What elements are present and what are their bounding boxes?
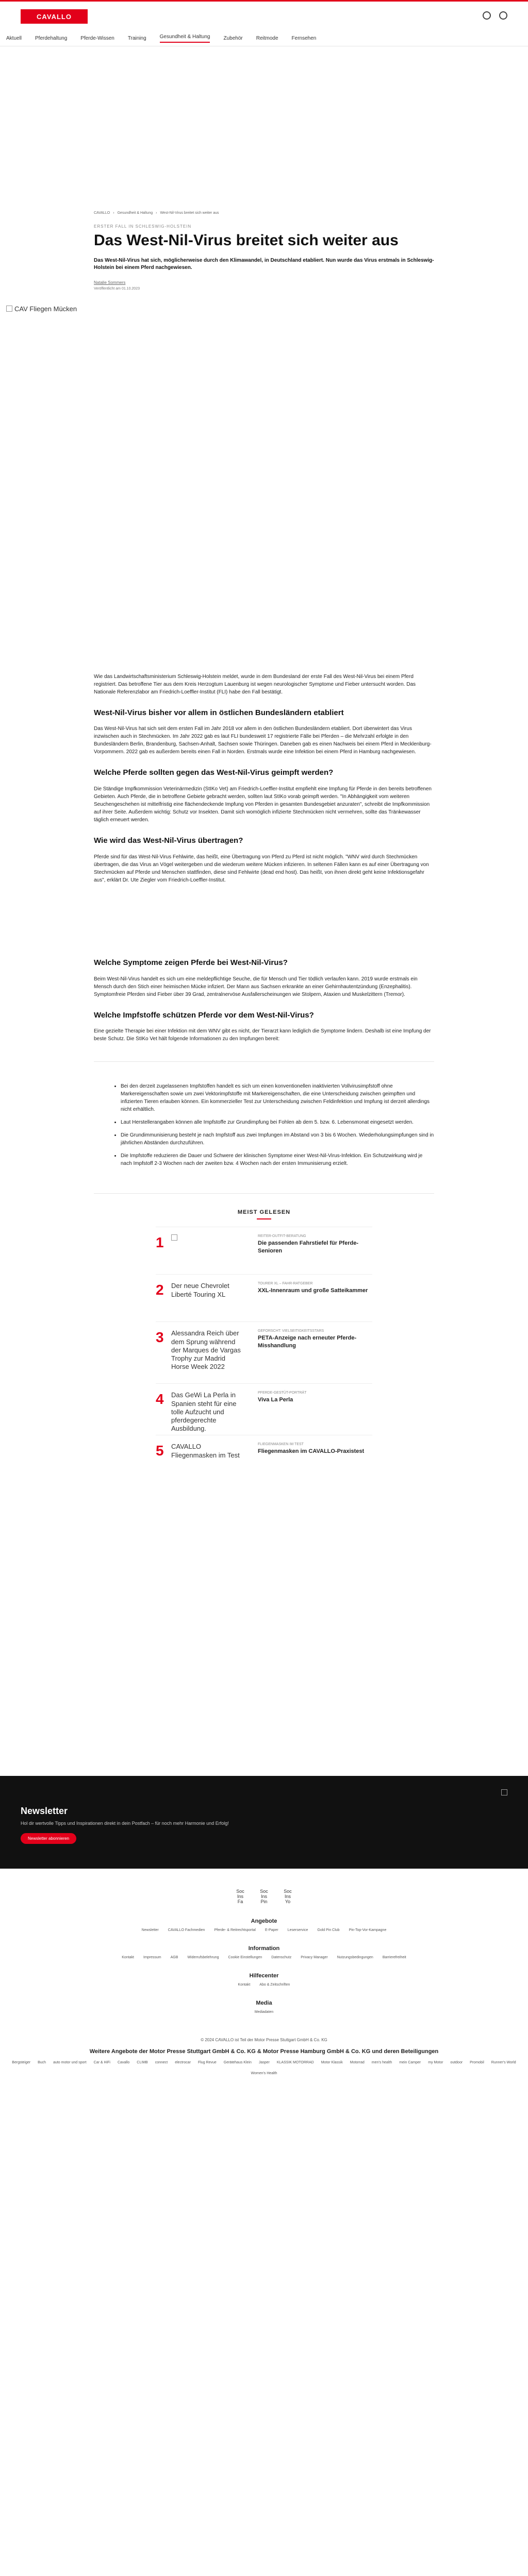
teaser-kicker: TOURER XL – FAHR-RATGEBER	[258, 1282, 313, 1286]
footer-link[interactable]: Kontakt	[238, 1982, 251, 1987]
footer-link[interactable]: Widerrufsbelehrung	[187, 1955, 219, 1959]
most-read-item[interactable]	[156, 1274, 372, 1321]
teaser-kicker: GEFORSCHT: VIELSEITIGKEITSSTARS	[258, 1329, 324, 1333]
rank-number: 4	[156, 1391, 164, 1408]
footer-link[interactable]: Leserservice	[287, 1928, 308, 1932]
paragraph: Das West-Nil-Virus hat sich seit dem ersten Fall im Jahr 2018 vor allem in den östlichen Bundesländern etabliert. Dort überwintert das Virus inzwischen auch in Stechmücken. Im Jahr 2022 gab es laut FLI bundesweit 17 registrierte Fälle bei Pferden – die Mehrzahl erfolgte in den Bundesländern Berlin, Brandenburg, Sachsen-Anhalt, Sachsen sowie Thüringen. Daneben gab es einen Nachweis bei einem Pferd in Mecklenburg-Vorpommern. 2022 gab es außerdem bereits einen Fall in Norden. Erstmals wurde eine Infektion bei einem Pferd in Hamburg nachgewiesen.	[94, 726, 432, 755]
footer-media	[0, 2000, 528, 2014]
section-heading: West-Nil-Virus bisher vor allem in östlichen Bundesländern etabliert	[94, 708, 344, 717]
paragraph: Pferde sind für das West-Nil-Virus Fehlwirte, das heißt, eine Übertragung von Pferd zu Pferd ist nicht möglich. "WNV wird durch Stechmücken übertragen, die das Virus an Vögel weitergeben und die wiederum weitere Mücken infizieren. In seltenen Fällen kann es auf einer Übertragung von Stechmücken auf Pferde und Menschen stattfinden, diese sind Fehlwirte (dead end host). Das heißt, von ihnen direkt geht keine Infektionsgefahr aus", erklärt Dr. Ute Ziegler vom Friedrich-Loeffler-Institut.	[94, 854, 429, 883]
footer-link[interactable]: Impressum	[143, 1955, 161, 1959]
top-bar	[0, 0, 528, 31]
list-item: • Bei den derzeit zugelassenen Impfstoffen handelt es sich um einen konventionellen inaktivierten Vollvirusimpfstoff ohne Markereigenschaften sowie um zwei Vektorimpfstoffe mit Markereigenschaften, die eine Unterscheidung zwischen geimpften und infizierten Tieren erlauben können. Ein kommerzieller Test zur Unterscheidung zwischen Feldinfektion und Impfung ist derzeit allerdings nicht erhältlich.	[121, 1082, 434, 1113]
nav-item[interactable]: Zubehör	[223, 36, 243, 41]
teaser-image-alt: Alessandra Reich über dem Sprung während der Marques de Vargas Trophy zur Madrid Horse Week 2022	[171, 1329, 241, 1371]
teaser-image-alt: Der neue Chevrolet Liberté Touring XL	[171, 1282, 229, 1298]
teaser-kicker: FLIEGENMASKEN IM TEST	[258, 1443, 304, 1447]
footer-link[interactable]: AGB	[170, 1955, 178, 1959]
section-heading: Welche Pferde sollten gegen das West-Nil-Virus geimpft werden?	[94, 768, 334, 777]
publisher-link[interactable]: Bergsteiger	[12, 2060, 31, 2064]
most-read-title: MEIST GELESEN	[237, 1209, 291, 1216]
footer-heading: Hilfecenter	[249, 1972, 279, 1979]
footer-link[interactable]: Datenschutz	[271, 1955, 292, 1959]
list-item: • Die Impfstoffe reduzieren die Dauer und Schwere der klinischen Symptome einer West-Nil-Virus-Infektion. Ein Schutzwirkung wird je nach Impfstoff 2-3 Wochen nach der zweiten bzw. 4 Wochen nach der ersten Immunisierung erzielt.	[121, 1152, 434, 1167]
nav-item[interactable]: Pferdehaltung	[35, 36, 68, 41]
most-read	[156, 1194, 372, 1482]
site-logo[interactable]: CAVALLO	[21, 9, 88, 24]
publisher-link[interactable]: my Motor	[428, 2060, 443, 2064]
rank-number: 5	[156, 1443, 164, 1459]
publisher-link[interactable]: auto motor und sport	[53, 2060, 87, 2064]
footer-link[interactable]: Privacy Manager	[301, 1955, 328, 1959]
inline-image-placeholder	[0, 884, 528, 946]
list-item: • Die Grundimmunisierung besteht je nach Impfstoff aus zwei Impfungen im Abstand von 3 bis 6 Wochen. Wiederholungsimpfungen sind in jährlichen Abständen durchzuführen.	[121, 1131, 434, 1147]
nav-item-active[interactable]: Gesundheit & Haltung	[160, 34, 210, 43]
publisher-heading: Weitere Angebote der Motor Presse Stuttgart GmbH & Co. KG & Motor Presse Hamburg GmbH & Co. KG und deren Beteiligungen	[89, 2048, 439, 2055]
publisher-link[interactable]: Motor Klassik	[321, 2060, 343, 2064]
footer-link[interactable]: Pin-Top-Vor-Kampagne	[349, 1928, 387, 1932]
publisher-link[interactable]: Jasper	[258, 2060, 270, 2064]
newsletter-subscribe-button[interactable]: Newsletter abonnieren	[21, 1833, 76, 1844]
footer-link[interactable]: CAVALLO Fachmedien	[168, 1928, 205, 1932]
publisher-link[interactable]: Flug Revue	[197, 2060, 217, 2064]
publisher-link[interactable]: Car & HiFi	[93, 2060, 110, 2064]
most-read-item[interactable]	[156, 1227, 372, 1274]
publisher-link[interactable]: Motorrad	[350, 2060, 365, 2064]
article-kicker: ERSTER FALL IN SCHLESWIG-HOLSTEIN	[94, 224, 192, 229]
publisher-link[interactable]: men's health	[371, 2060, 392, 2064]
paragraph: Beim West-Nil-Virus handelt es sich um eine meldepflichtige Seuche, die für Mensch und Tier tödlich verlaufen kann. 2019 wurde erstmals ein Mensch durch den Stich einer heimischen Mücke infiziert. Der Mann aus Sachsen erkrankte an einer Gehirnhautentzündung (Enzephalitis). Symptomfreie Pferden sind Fieber über 39 Grad, zentralnervöse Ausfallerscheinungen wie Stolpern, Ataxien und Muskelzittern (Tremor).	[94, 976, 418, 997]
newsletter-title: Newsletter	[21, 1806, 68, 1817]
teaser-kicker: PFERDE-GESTÜT-PORTRÄT	[258, 1391, 307, 1395]
teaser-image-alt: CAVALLO Fliegenmasken im Test	[171, 1443, 240, 1459]
publisher-link[interactable]: Cavallo	[117, 2060, 130, 2064]
article	[14, 211, 434, 1194]
vaccine-info-list	[94, 1061, 434, 1194]
teaser-image-alt: Das GeWi La Perla in Spanien steht für eine tolle Aufzucht und pferdegerechte Ausbildung.	[171, 1391, 237, 1433]
footer-link[interactable]: Abo & Zeitschriften	[259, 1982, 290, 1987]
publisher-link[interactable]: outdoor	[450, 2060, 463, 2064]
author-link[interactable]: Natalie Sommers	[94, 280, 126, 285]
search-icon[interactable]	[483, 11, 491, 20]
teaser-title[interactable]: Viva La Perla	[258, 1397, 293, 1403]
article-headline: Das West-Nil-Virus breitet sich weiter aus	[94, 232, 399, 249]
breadcrumb: CAVALLO › Gesundheit & Haltung › West-Nil-Virus breitet sich weiter aus	[94, 211, 219, 215]
footer-information	[0, 1945, 528, 1959]
footer-hilfecenter	[0, 1973, 528, 1987]
publisher-link[interactable]: Buch	[38, 2060, 46, 2064]
footer-link[interactable]: Kontakt	[122, 1955, 135, 1959]
paragraph: Eine gezielte Therapie bei einer Infektion mit dem WNV gibt es nicht, der Tierarzt kann lediglich die Symptome lindern. Deshalb ist eine Impfung der beste Schutz. Die StIKo Vet hält folgende Informationen zu den Impfungen bereit:	[94, 1028, 431, 1042]
rank-number: 1	[156, 1234, 164, 1251]
most-read-item[interactable]	[156, 1383, 372, 1435]
teaser-title[interactable]: Die passenden Fahrstiefel für Pferde-Senioren	[258, 1240, 358, 1254]
most-read-item[interactable]	[156, 1321, 372, 1383]
footer-link[interactable]: Pferde- & Reitrechtsportal	[214, 1928, 256, 1932]
paragraph: Wie das Landwirtschaftsministerium Schleswig-Holstein meldet, wurde in dem Bundesland der erste Fall des West-Nil-Virus bei einem Pferd registriert. Das betroffene Tier aus dem Kreis Herzogtum Lauenburg ist wegen neurologischer Symptome und Fieber untersucht worden. Das Nationale Referenzlabor am Friedrich-Loeffler-Institut (FLI) habe den Fall bestätigt.	[94, 673, 416, 695]
footer-link[interactable]: Barrierefreiheit	[382, 1955, 406, 1959]
publisher-link[interactable]: Promobil	[470, 2060, 484, 2064]
nav-item[interactable]: Reitmode	[256, 36, 278, 41]
pinterest-icon[interactable]: Soc Ins Pin	[260, 1889, 268, 1905]
section-heading: Wie wird das West-Nil-Virus übertragen?	[94, 836, 243, 845]
publish-date: Veröffentlicht am 01.10.2023	[94, 286, 140, 291]
nav-item[interactable]: Fernsehen	[291, 36, 317, 41]
youtube-icon[interactable]: Soc Ins Yo	[284, 1889, 292, 1905]
paragraph: Die Ständige Impfkommission Veterinärmedizin (StIKo Vet) am Friedrich-Loeffler-Institut empfiehlt eine Impfung für Pferde in den bereits betroffenen Gebieten. Auch Pferde, die in betroffene Gebiete gebracht werden, sollten laut StIKo vorab geimpft werden. "In Abhängigkeit vom weiteren Seuchengeschehen ist mittelfristig eine flächendeckende Impfung von Pferden in gesamten Bundesgebiet anzuraten", schreibt die Impfkommission auf ihrer Seite. Außerdem wichtig: Schutz vor Insekten. Damit sich womöglich infizierte Stechmücken nicht vermehren, sollte das Tränkewasser täglich erneuert werden.	[94, 786, 432, 823]
newsletter-text: Hol dir wertvolle Tipps und Inspirationen direkt in dein Postfach – für noch mehr Harmonie und Erfolg!	[21, 1821, 229, 1826]
footer-link[interactable]: Gold Pin Club	[317, 1928, 340, 1932]
footer-link[interactable]: Cookie Einstellungen	[228, 1955, 262, 1959]
rank-number: 2	[156, 1282, 164, 1298]
footer-heading: Media	[256, 1999, 272, 2006]
article-lead: Das West-Nil-Virus hat sich, möglicherweise durch den Klimawandel, in Deutschland etabliert. Nun wurde das Virus erstmals in Schleswig-Holstein bei einem Pferd nachgewiesen.	[94, 257, 434, 270]
user-icon[interactable]	[499, 11, 507, 20]
footer-link[interactable]: E-Paper	[265, 1928, 278, 1932]
teaser-title[interactable]: PETA-Anzeige nach erneuter Pferde-Misshandlung	[258, 1335, 357, 1349]
publisher-link[interactable]: Women's Health	[251, 2071, 277, 2075]
newsletter-box	[0, 1776, 528, 1869]
nav-item[interactable]: Training	[127, 36, 146, 41]
header-icons	[483, 11, 507, 20]
publisher-link[interactable]: connect	[155, 2060, 168, 2064]
nav-item[interactable]: Pferde-Wissen	[80, 36, 114, 41]
social-links	[0, 1889, 528, 1905]
footer-heading: Angebote	[251, 1918, 277, 1924]
broken-image-icon	[6, 306, 12, 312]
footer-heading: Information	[248, 1945, 280, 1952]
teaser-image	[171, 1234, 243, 1243]
title-underline	[257, 1218, 271, 1219]
nav-item[interactable]: Aktuell	[6, 36, 22, 41]
section-heading: Welche Symptome zeigen Pferde bei West-Nil-Virus?	[94, 958, 288, 967]
publisher-link[interactable]: mein Camper	[399, 2060, 421, 2064]
publisher-links	[0, 2061, 528, 2096]
hero-image	[0, 305, 528, 666]
publisher-link[interactable]: Gerätehaus Klein	[223, 2060, 252, 2064]
brand-stripe	[0, 0, 528, 2]
teaser-kicker: REITER-OUTFIT-BERATUNG	[258, 1234, 306, 1239]
facebook-icon[interactable]: Soc Ins Fa	[236, 1889, 244, 1905]
publisher-link[interactable]: CLIMB	[137, 2060, 148, 2064]
newsletter-image-icon	[501, 1789, 507, 1795]
teaser-title[interactable]: XXL-Innenraum und große Satteikammer	[258, 1287, 368, 1294]
breadcrumb-item[interactable]: Gesundheit & Haltung	[117, 211, 153, 215]
publisher-link[interactable]: KLASSIK MOTORRAD	[276, 2060, 314, 2064]
footer-link[interactable]: Newsletter	[141, 1928, 159, 1932]
teaser-title[interactable]: Fliegenmasken im CAVALLO-Praxistest	[258, 1448, 365, 1455]
hero-image-alt: CAV Fliegen Mücken	[14, 304, 77, 313]
breadcrumb-current: West-Nil-Virus breitet sich weiter aus	[160, 211, 219, 215]
footer-link[interactable]: Nutzungsbedingungen	[337, 1955, 373, 1959]
footer-angebote	[0, 1918, 528, 1932]
most-read-item[interactable]	[156, 1435, 372, 1482]
copyright: © 2024 CAVALLO ist Teil der Motor Presse Stuttgart GmbH & Co. KG	[201, 2037, 327, 2042]
breadcrumb-item[interactable]: CAVALLO	[94, 211, 110, 215]
publisher-link[interactable]: electrocar	[175, 2060, 191, 2064]
rank-number: 3	[156, 1329, 164, 1346]
broken-image-icon	[171, 1234, 177, 1241]
section-heading: Welche Impfstoffe schützen Pferde vor dem West-Nil-Virus?	[94, 1010, 314, 1020]
list-item: • Laut Herstellerangaben können alle Impfstoffe zur Grundimpfung bei Fohlen ab dem 5. bzw. 6. Lebensmonat eingesetzt werden.	[121, 1118, 434, 1126]
footer-link[interactable]: Mediadaten	[254, 2010, 274, 2014]
main-nav	[0, 31, 528, 46]
publisher-link[interactable]: Runner's World	[491, 2060, 516, 2064]
